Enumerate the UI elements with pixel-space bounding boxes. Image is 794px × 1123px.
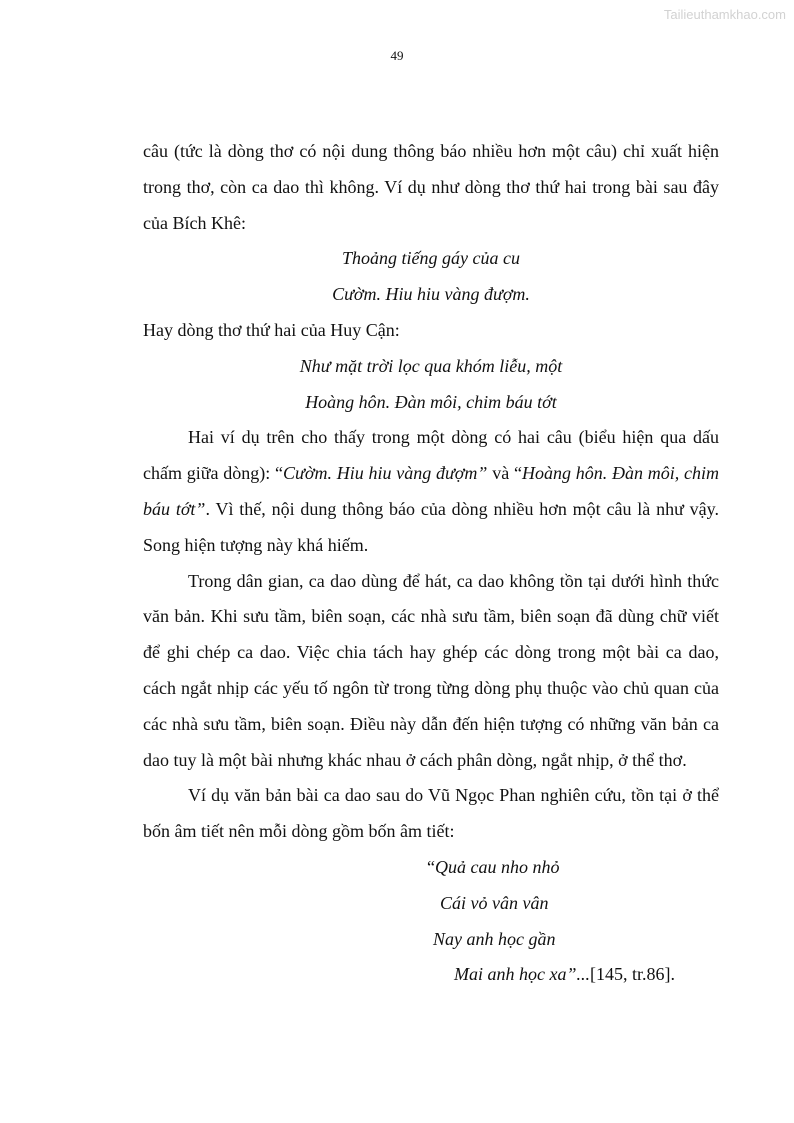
paragraph-4: Trong dân gian, ca dao dùng để hát, ca dao không tồn tại dưới hình thức văn bản. Khi sưu tầm, biên soạn, các nhà sưu tầm, biên soạn đã dùng chữ viết để ghi chép ca dao. Việc chia tách hay ghép các dòng trong một bài ca dao, cách ngắt nhịp các yếu tố ngôn từ trong từng dòng phụ thuộc vào chủ quan của các nhà sưu tầm, biên soạn. Điều này dẫn đến hiện tượng có những văn bản ca dao tuy là một bài nhưng khác nhau ở cách phân dòng, ngắt nhịp, ở thể thơ. [143,570,719,770]
folk-poem-line-4 [143,957,719,993]
folk-poem-line-1 [143,850,719,886]
folk-poem-line-2: Cái vỏ vân vân [440,892,549,913]
folk-poem-line-3: Nay anh học gần [433,928,556,949]
poem-huy-can-line-1: Như mặt trời lọc qua khóm liễu, một [299,355,563,376]
paragraph-3 [143,420,719,563]
poem-bich-khe-line-2: Cườm. Hiu hiu vàng đượm. [332,284,530,305]
paragraph-3-text-a: Hai ví dụ trên cho thấy trong một dòng có hai câu (biểu hiện qua dấu chấm giữa dòng): “ [143,427,719,484]
poem-bich-khe-line-1: Thoảng tiếng gáy của cu [342,248,520,269]
page-body [143,134,719,993]
watermark: Tailieuthamkhao.com [663,7,786,22]
folk-poem-line-4-text: Mai anh học xa”... [454,964,590,985]
folk-poem-line-1-text: Quả cau nho nhỏ [435,856,560,877]
poem-huy-can-line-2: Hoàng hôn. Đàn môi, chim báu tớt [305,391,557,412]
paragraph-3-text-b: và “ [487,463,522,484]
open-quote: “ [427,856,435,877]
paragraph-2: Hay dòng thơ thứ hai của Huy Cận: [143,319,400,340]
quote-cuom: Cườm. Hiu hiu vàng đượm” [283,463,488,484]
paragraph-1: câu (tức là dòng thơ có nội dung thông báo nhiều hơn một câu) chỉ xuất hiện trong thơ, còn ca dao thì không. Ví dụ như dòng thơ thứ hai trong bài sau đây của Bích Khê: [143,141,719,233]
quote-hoang-hon: Hoàng hôn. Đàn môi, chim báu tớt” [143,463,719,519]
page-number: 49 [390,48,404,63]
folk-poem [143,850,719,993]
citation: [145, tr.86]. [589,964,675,985]
paragraph-5: Ví dụ văn bản bài ca dao sau do Vũ Ngọc Phan nghiên cứu, tồn tại ở thể bốn âm tiết nên mỗi dòng gồm bốn âm tiết: [143,785,719,842]
paragraph-3-text-c: . Vì thế, nội dung thông báo của dòng nhiều hơn một câu là như vậy. Song hiện tượng này khá hiếm. [143,498,719,555]
